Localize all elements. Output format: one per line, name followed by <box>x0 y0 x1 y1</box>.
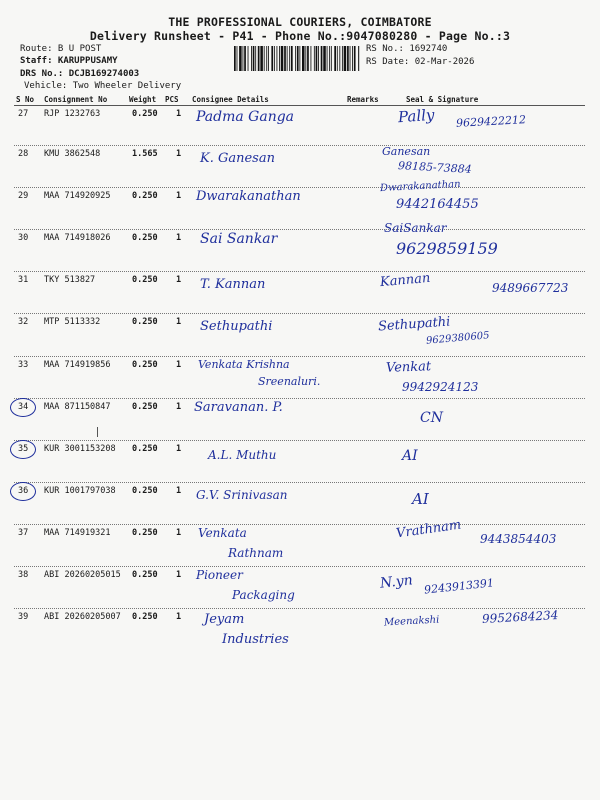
barcode-bar <box>299 46 300 71</box>
row-divider <box>14 566 585 567</box>
barcode-bar <box>337 46 338 71</box>
row-divider <box>14 356 585 357</box>
row-weight: 0.250 <box>132 570 158 580</box>
row-weight: 0.250 <box>132 233 158 243</box>
row-pcs: 1 <box>176 402 182 412</box>
row-phone-handwriting: 9243913391 <box>423 576 495 597</box>
barcode-bar <box>289 46 290 71</box>
barcode-bar <box>314 46 315 71</box>
row-consignee-handwriting: Venkata <box>198 526 247 540</box>
row-consignee-handwriting: G.V. Srinivasan <box>196 488 288 502</box>
barcode-bar <box>327 46 328 71</box>
barcode-bar <box>264 46 265 71</box>
row-sno: 33 <box>18 360 29 370</box>
row-consignment-no: ABI 20260205007 <box>44 612 121 622</box>
row-pcs: 1 <box>176 486 182 496</box>
barcode-bar <box>243 46 244 71</box>
barcode-bar <box>329 46 330 71</box>
barcode-bar <box>253 46 255 71</box>
row-divider <box>14 313 585 314</box>
col-consignee: Consignee Details <box>192 95 269 104</box>
row-signature: Meenakshi <box>383 614 440 629</box>
row-sno: 36 <box>18 486 29 496</box>
row-sno: 34 <box>18 402 29 412</box>
row-consignee-handwriting: Packaging <box>232 588 295 602</box>
row-signature: Pally <box>397 105 436 127</box>
vehicle-label: Vehicle: Two Wheeler Delivery <box>24 81 182 91</box>
row-consignee-handwriting: Padma Ganga <box>196 109 295 125</box>
row-sno: 29 <box>18 191 29 201</box>
row-consignment-no: MTP 5113332 <box>44 317 101 327</box>
row-weight: 0.250 <box>132 612 158 622</box>
col-seal: Seal & Signature <box>406 95 479 104</box>
row-pcs: 1 <box>176 612 182 622</box>
barcode-bar <box>266 46 267 71</box>
row-consignee-handwriting: Jeyam <box>204 612 245 627</box>
row-weight: 0.250 <box>132 486 158 496</box>
row-weight: 0.250 <box>132 360 158 370</box>
row-consignment-no: MAA 714919856 <box>44 360 111 370</box>
drs-number: DRS No.: DCJB169274003 <box>20 69 140 79</box>
row-pcs: 1 <box>176 191 182 201</box>
row-phone-handwriting: 9629422212 <box>455 113 527 130</box>
barcode-bar <box>251 46 252 71</box>
row-signature: Sethupathi <box>377 314 451 335</box>
row-phone-handwriting: 9629380605 <box>425 330 490 347</box>
barcode-bar <box>350 46 351 71</box>
row-signature: Ganesan <box>382 145 431 158</box>
row-consignee-handwriting: Venkata Krishna <box>198 358 290 371</box>
barcode-bar <box>354 46 356 71</box>
row-signature: Venkat <box>385 359 432 376</box>
barcode-bar <box>279 46 280 71</box>
row-signature: Vrathnam <box>395 517 463 542</box>
barcode-bar <box>260 46 263 71</box>
row-divider <box>14 229 585 230</box>
barcode <box>234 46 360 71</box>
col-remarks: Remarks <box>347 95 379 104</box>
row-weight: 1.565 <box>132 149 158 159</box>
row-consignment-no: RJP 1232763 <box>44 109 101 119</box>
row-phone-handwriting: 9942924123 <box>402 380 479 394</box>
row-divider <box>14 271 585 272</box>
row-weight: 0.250 <box>132 109 158 119</box>
row-weight: 0.250 <box>132 191 158 201</box>
barcode-bar <box>277 46 278 71</box>
row-sno: 31 <box>18 275 29 285</box>
row-sno: 27 <box>18 109 29 119</box>
row-divider <box>14 187 585 188</box>
row-sno: 28 <box>18 149 29 159</box>
barcode-bar <box>248 46 249 71</box>
row-sno: 30 <box>18 233 29 243</box>
rs-date: RS Date: 02-Mar-2026 <box>366 57 475 67</box>
row-phone-handwriting: 9629859159 <box>396 239 498 258</box>
row-sno: 32 <box>18 317 29 327</box>
row-pcs: 1 <box>176 109 182 119</box>
row-signature: AI <box>402 448 418 464</box>
row-consignment-no: MAA 714920925 <box>44 191 111 201</box>
row-consignee-handwriting: Pioneer <box>196 568 243 582</box>
stray-mark <box>97 427 98 437</box>
row-consignee-handwriting: Dwarakanathan <box>196 189 301 204</box>
row-consignee-handwriting: Rathnam <box>228 546 284 560</box>
row-divider <box>14 398 585 399</box>
barcode-bar <box>347 46 349 71</box>
row-signature: Kannan <box>379 270 431 291</box>
row-consignment-no: TKY 513827 <box>44 275 96 285</box>
row-consignment-no: MAA 714918026 <box>44 233 111 243</box>
row-signature: AI <box>412 490 429 508</box>
row-divider <box>14 482 585 483</box>
row-signature: CN <box>420 410 443 426</box>
row-sno: 38 <box>18 570 29 580</box>
row-sno: 37 <box>18 528 29 538</box>
barcode-bar <box>339 46 340 71</box>
barcode-bar <box>237 46 238 71</box>
row-consignee-handwriting: Sreenaluri. <box>258 375 321 388</box>
row-pcs: 1 <box>176 444 182 454</box>
company-title: THE PROFESSIONAL COURIERS, COIMBATORE <box>168 15 432 29</box>
col-pcs: PCS <box>165 95 179 104</box>
row-weight: 0.250 <box>132 275 158 285</box>
row-phone-handwriting: 9442164455 <box>396 197 479 212</box>
barcode-bar <box>307 46 309 71</box>
barcode-bar <box>239 46 242 71</box>
row-consignment-no: ABI 20260205015 <box>44 570 121 580</box>
barcode-bar <box>323 46 326 71</box>
row-consignee-handwriting: T. Kannan <box>200 277 266 292</box>
row-weight: 0.250 <box>132 402 158 412</box>
route-label: Route: B U POST <box>20 44 102 54</box>
barcode-bar <box>255 46 256 71</box>
barcode-bar <box>268 46 269 71</box>
row-pcs: 1 <box>176 275 182 285</box>
row-consignment-no: KUR 1001797038 <box>44 486 116 496</box>
header-rule <box>14 105 585 106</box>
barcode-bar <box>258 46 260 71</box>
row-pcs: 1 <box>176 149 182 159</box>
row-consignment-no: MAA 714919321 <box>44 528 111 538</box>
barcode-bar <box>358 46 359 71</box>
handwritten-circle <box>10 398 36 417</box>
row-divider <box>14 440 585 441</box>
row-consignee-handwriting: K. Ganesan <box>200 151 275 166</box>
staff-label: Staff: KARUPPUSAMY <box>20 56 118 66</box>
row-consignment-no: MAA 871150847 <box>44 402 111 412</box>
rs-number: RS No.: 1692740 <box>366 44 448 54</box>
handwritten-circle <box>10 440 36 459</box>
barcode-bar <box>284 46 286 71</box>
row-consignment-no: KUR 3001153208 <box>44 444 116 454</box>
barcode-bar <box>274 46 275 71</box>
barcode-bar <box>271 46 273 71</box>
barcode-bar <box>297 46 299 71</box>
row-signature: Dwarakanathan <box>379 178 461 195</box>
barcode-bar <box>234 46 236 71</box>
barcode-bar <box>342 46 343 71</box>
row-consignee-handwriting: Industries <box>222 632 289 647</box>
handwritten-circle <box>10 482 36 501</box>
row-consignee-handwriting: Sethupathi <box>200 319 273 334</box>
barcode-bar <box>244 46 246 71</box>
barcode-bar <box>331 46 332 71</box>
row-divider <box>14 524 585 525</box>
col-weight: Weight <box>129 95 157 104</box>
barcode-bar <box>302 46 305 71</box>
row-phone-handwriting: 9952684234 <box>481 608 559 626</box>
row-consignment-no: KMU 3862548 <box>44 149 101 159</box>
barcode-bar <box>321 46 323 71</box>
row-weight: 0.250 <box>132 528 158 538</box>
row-sno: 39 <box>18 612 29 622</box>
barcode-bar <box>281 46 284 71</box>
barcode-bar <box>305 46 306 71</box>
row-divider <box>14 145 585 146</box>
row-signature: SaiSankar <box>384 221 447 235</box>
row-phone-handwriting: 98185-73884 <box>397 159 472 176</box>
row-consignee-handwriting: A.L. Muthu <box>208 448 277 462</box>
col-sno: S No <box>16 95 35 104</box>
barcode-bar <box>316 46 318 71</box>
row-phone-handwriting: 9489667723 <box>492 281 569 295</box>
row-divider <box>14 608 585 609</box>
barcode-bar <box>287 46 288 71</box>
row-consignee-handwriting: Saravanan. P. <box>194 400 283 415</box>
row-pcs: 1 <box>176 233 182 243</box>
row-pcs: 1 <box>176 317 182 327</box>
barcode-bar <box>352 46 353 71</box>
barcode-bar <box>334 46 336 71</box>
row-signature: N.yn <box>379 572 414 592</box>
barcode-bar <box>318 46 319 71</box>
row-pcs: 1 <box>176 360 182 370</box>
col-consignment: Consignment No <box>44 95 108 104</box>
row-pcs: 1 <box>176 570 182 580</box>
row-weight: 0.250 <box>132 444 158 454</box>
runsheet-subtitle: Delivery Runsheet - P41 - Phone No.:9047080280 - Page No.:3 <box>89 29 511 43</box>
row-sno: 35 <box>18 444 29 454</box>
row-phone-handwriting: 9443854403 <box>480 532 557 546</box>
row-weight: 0.250 <box>132 317 158 327</box>
row-consignee-handwriting: Sai Sankar <box>200 231 278 247</box>
barcode-bar <box>311 46 312 71</box>
barcode-bar <box>291 46 293 71</box>
barcode-bar <box>295 46 296 71</box>
row-pcs: 1 <box>176 528 182 538</box>
barcode-bar <box>344 46 347 71</box>
